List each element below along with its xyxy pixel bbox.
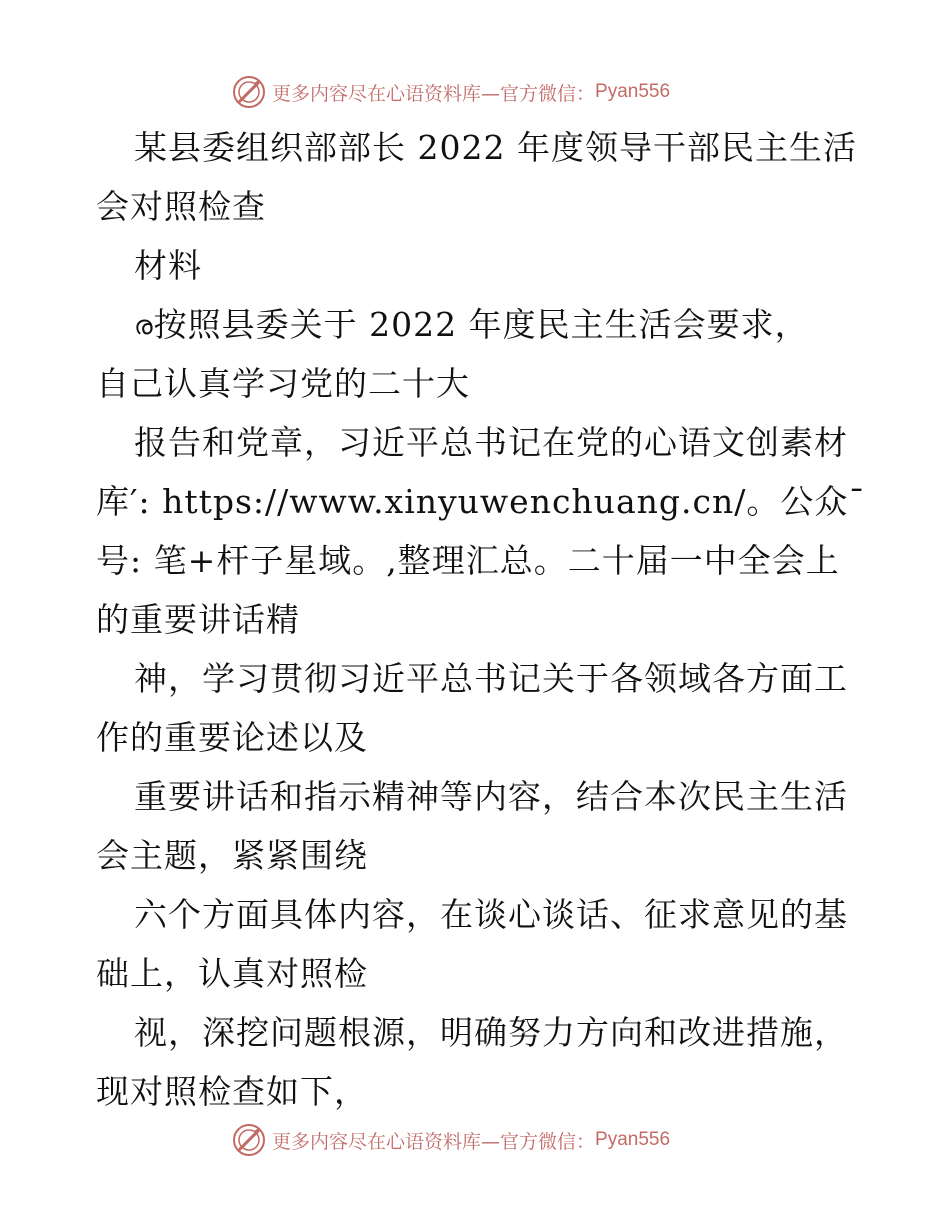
footer-watermark <box>232 1120 752 1160</box>
brush-logo-icon <box>232 1123 266 1157</box>
document-body <box>96 118 866 1121</box>
paragraph-line: 现对照检查如下， <box>96 1072 368 1111</box>
paragraph-line <box>96 295 866 354</box>
paragraph-line: 作的重要论述以及 <box>96 718 368 757</box>
title-line-1: 某县委组织部部长 2022 年度领导干部民主生活 <box>134 128 857 167</box>
paragraph-line: 视，深挖问题根源，明确努力方向和改进措施， <box>134 1013 848 1052</box>
paragraph-line: 号: 笔+杆子星域。,整理汇总。二十届一中全会上 <box>96 541 840 580</box>
paragraph-line: 报告和党章，习近平总书记在党的心语文创素材 <box>134 423 848 462</box>
paragraph-line: 自己认真学习党的二十大 <box>96 364 470 403</box>
watermark-text: 更多内容尽在心语资料库—官方微信： <box>272 82 596 105</box>
brush-logo-icon <box>232 75 266 109</box>
paragraph-line: 础上，认真对照检 <box>96 954 368 993</box>
watermark-text: 更多内容尽在心语资料库—官方微信： <box>272 1130 596 1153</box>
title-line-2: 会对照检查 <box>96 187 266 226</box>
title-line-3: 材料 <box>134 246 202 285</box>
swirl-ornament-icon: ര <box>134 311 154 341</box>
paragraph-line: 重要讲话和指示精神等内容，结合本次民主生活 <box>134 777 848 816</box>
header-watermark <box>232 72 752 112</box>
paragraph-text: 按照县委关于 2022 年度民主生活会要求， <box>153 305 809 344</box>
paragraph-line: 六个方面具体内容，在谈心谈话、征求意见的基 <box>134 895 848 934</box>
paragraph-line: 库′: https://www.xinyuwenchuang.cn/。公众¯ <box>96 482 866 521</box>
paragraph-line: 会主题，紧紧围绕 <box>96 836 368 875</box>
paragraph-line: 的重要讲话精 <box>96 600 300 639</box>
watermark-id: Pyan556 <box>595 1129 671 1150</box>
watermark-id: Pyan556 <box>595 81 671 102</box>
paragraph-line: 神，学习贯彻习近平总书记关于各领域各方面工 <box>134 659 848 698</box>
